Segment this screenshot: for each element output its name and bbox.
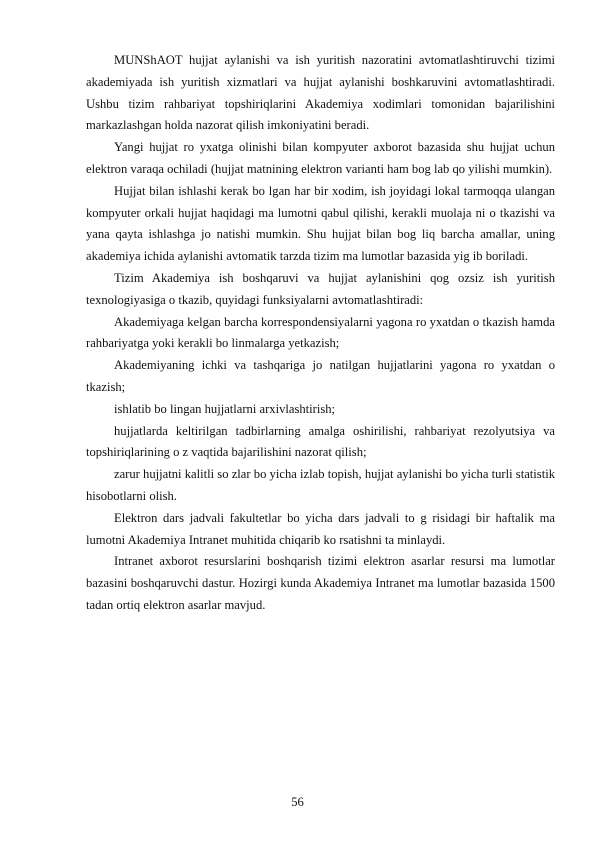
page-number: 56 xyxy=(291,795,304,809)
paragraph-new-document: Yangi hujjat ro yxatga olinishi bilan kompyuter axborot bazasida shu hujjat uchun elektron varaqa ochiladi (hujjat matnining elektron varianti ham bog lab qo yilishi mumkin). xyxy=(86,140,555,176)
paragraph-functions-intro: Tizim Akademiya ish boshqaruvi va hujjat aylanishini qog ozsiz ish yuritish texnologiyasiga o tkazib, quyidagi funksiyalarni avtomatlashtiradi: xyxy=(86,270,555,307)
list-item-incoming-correspondence: Akademiyaga kelgan barcha korrespondensiyalarni yagona ro yxatdan o tkazish hamda rahbariyatga yoki kerakli bo linmalarga yetkazish; xyxy=(86,314,555,351)
paragraph-employee-workflow: Hujjat bilan ishlashi kerak bo lgan har bir xodim, ish joyidagi lokal tarmoqqa ulangan kompyuter orkali hujjat haqidagi ma lumotni qabul qilishi, kerakli muolaja ni o tkazishi va yana qayta ishlashga jo natishi mumkin. Shu hujjat bilan bog liq barcha amallar, uning akademiya ichida aylanishi avtomatik tarzda tizim ma lumotlar bazasida yig ib boriladi. xyxy=(86,183,555,264)
list-item-outgoing-documents: Akademiyaning ichki va tashqariga jo natilgan hujjatlarini yagona ro yxatdan o tkazish; xyxy=(86,358,555,394)
paragraph-electronic-schedule: Elektron dars jadvali fakultetlar bo yicha dars jadvali to g risidagi bir haftalik ma lumotni Akademiya Intranet muhitida chiqarib ko rsatishni ta minlaydi. xyxy=(86,510,555,547)
paragraph-intranet-resources: Intranet axborot resurslarini boshqarish tizimi elektron asarlar resursi ma lumotlar bazasini boshqaruvchi dastur. Hozirgi kunda Akademiya Intranet ma lumotlar bazasida 1500 tadan ortiq elektron asarlar mavjud. xyxy=(86,554,555,612)
list-item-archiving: ishlatib bo lingan hujjatlarni arxivlashtirish; xyxy=(114,401,336,416)
list-item-search-statistics: zarur hujjatni kalitli so zlar bo yicha izlab topish, hujjat aylanishi bo yicha turli statistik hisobotlarni olish. xyxy=(86,467,555,503)
paragraph-munshaot-intro: MUNShAOT hujjat aylanishi va ish yuritish nazoratini avtomatlashtiruvchi tizimi akademiyada ish yuritish xizmatlari va hujjat aylanishi boshkaruvini avtomatlashtiradi. Ushbu tizim rahbariyat topshiriqlarini Akademiya xodimlari tomonidan bajarilishini markazlashgan holda nazorat qilish imkoniyatini beradi. xyxy=(86,53,555,133)
list-item-control: hujjatlarda keltirilgan tadbirlarning amalga oshirilishi, rahbariyat rezolyutsiya va topshiriqlarining o z vaqtida bajarilishini nazorat qilish; xyxy=(86,423,555,460)
document-body xyxy=(86,50,555,617)
